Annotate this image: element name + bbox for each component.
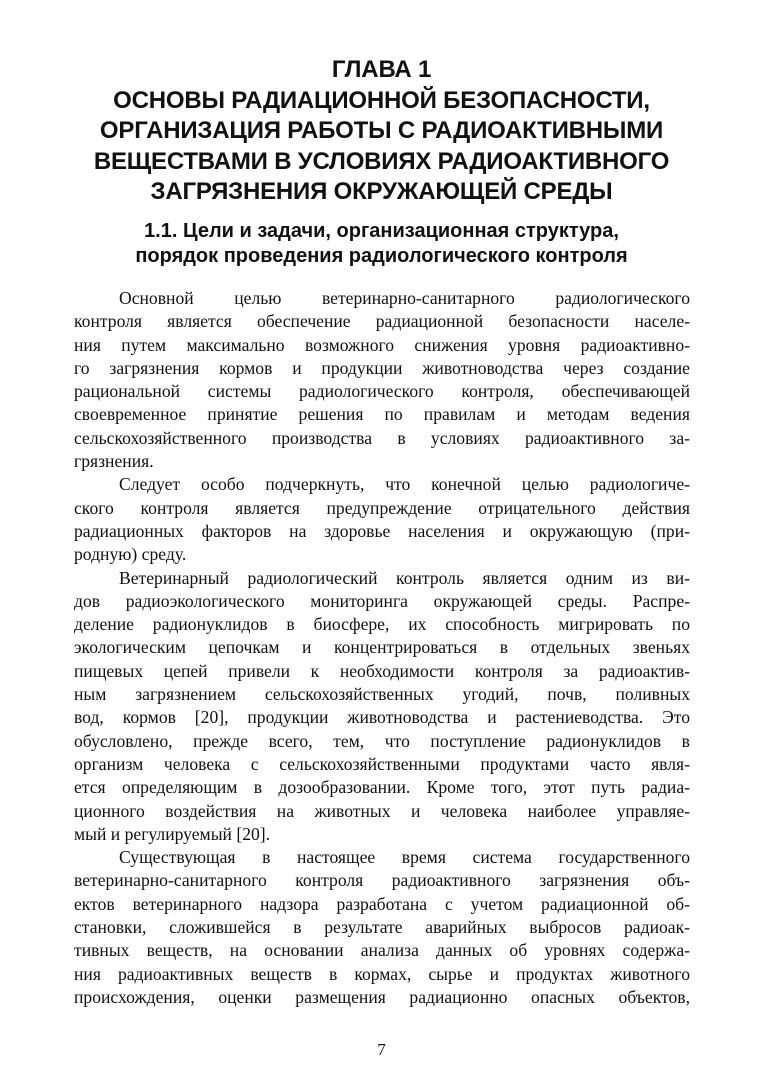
paragraph-line: Существующая в настоящее время система государственного bbox=[119, 847, 690, 868]
section-title-line: 1.1. Цели и задачи, организационная структура, bbox=[144, 220, 619, 242]
paragraph-line: контроля является обеспечение радиационной безопасности населе- bbox=[74, 311, 690, 332]
page-number: 7 bbox=[377, 1040, 386, 1059]
paragraph-line: тивных веществ, на основании анализа данных об уровнях содержа- bbox=[74, 940, 690, 961]
paragraph-line: ния путем максимально возможного снижения уровня радиоактивно- bbox=[74, 334, 690, 355]
paragraph-line: ным загрязнением сельскохозяйственных угодий, почв, поливных bbox=[74, 684, 690, 705]
section-heading bbox=[40, 219, 723, 269]
paragraph-line: грязнения. bbox=[74, 451, 154, 472]
paragraph-line: обусловлено, прежде всего, тем, что поступление радионуклидов в bbox=[74, 730, 690, 751]
paragraph-line: экологическим цепочкам и концентрироваться в отдельных звеньях bbox=[74, 637, 690, 658]
paragraph-line: Основной целью ветеринарно-санитарного радиологического bbox=[119, 288, 690, 308]
paragraph-line: ния радиоактивных веществ в кормах, сырье и продуктах животного bbox=[74, 963, 690, 984]
paragraph-line: радиационных факторов на здоровье населения и окружающую (при- bbox=[74, 520, 690, 541]
paragraph-line: ется определяющим в дозообразовании. Кроме того, этот путь радиа- bbox=[74, 777, 690, 798]
paragraph-line: ского контроля является предупреждение отрицательного действия bbox=[74, 497, 690, 518]
chapter-title-line: ЗАГРЯЗНЕНИЯ ОКРУЖАЮЩЕЙ СРЕДЫ bbox=[150, 178, 613, 205]
paragraph-line: деление радионуклидов в биосфере, их способность мигрировать по bbox=[74, 614, 690, 635]
paragraph-line: мый и регулируемый [20]. bbox=[74, 823, 271, 844]
chapter-title-line: ОСНОВЫ РАДИАЦИОННОЙ БЕЗОПАСНОСТИ, bbox=[113, 86, 650, 114]
body-text bbox=[74, 287, 690, 1009]
paragraph-line: рациональной системы радиологического контроля, обеспечивающей bbox=[74, 381, 690, 402]
chapter-title-line: ВЕЩЕСТВАМИ В УСЛОВИЯХ РАДИОАКТИВНОГО bbox=[93, 147, 670, 175]
paragraph-line: происхождения, оценки размещения радиационно опасных объектов, bbox=[74, 986, 690, 1007]
paragraph-line: Следует особо подчеркнуть, что конечной целью радиологиче- bbox=[119, 474, 690, 495]
paragraph-line: пищевых цепей привели к необходимости контроля за радиоактив- bbox=[74, 660, 690, 681]
paragraph-line: вод, кормов [20], продукции животноводства и растениеводства. Это bbox=[74, 707, 690, 728]
chapter-title-line: ГЛАВА 1 bbox=[331, 56, 432, 83]
section-title-line: порядок проведения радиологического контроля bbox=[135, 245, 628, 267]
chapter-title-line: ОРГАНИЗАЦИЯ РАБОТЫ С РАДИОАКТИВНЫМИ bbox=[99, 117, 664, 144]
paragraph-line: становки, сложившейся в результате аварийных выбросов радиоак- bbox=[74, 917, 690, 938]
paragraph-line: своевременное принятие решения по правилам и методам ведения bbox=[74, 404, 690, 425]
paragraph-line: ветеринарно-санитарного контроля радиоактивного загрязнения объ- bbox=[74, 870, 690, 891]
chapter-heading bbox=[40, 55, 723, 208]
paragraph-line: ционного воздействия на животных и человека наиболее управляе- bbox=[74, 800, 690, 821]
paragraph-line: родную) среду. bbox=[74, 544, 187, 565]
paragraph-line: ектов ветеринарного надзора разработана с учетом радиационной об- bbox=[74, 893, 690, 914]
paragraph-line: го загрязнения кормов и продукции животноводства через создание bbox=[74, 357, 690, 378]
paragraph-line: сельскохозяйственного производства в условиях радиоактивного за- bbox=[74, 427, 690, 448]
paragraph-line: Ветеринарный радиологический контроль является одним из ви- bbox=[119, 567, 690, 588]
paragraph-line: организм человека с сельскохозяйственными продуктами часто явля- bbox=[74, 753, 690, 774]
paragraph-line: дов радиоэкологического мониторинга окружающей среды. Распре- bbox=[74, 590, 690, 611]
